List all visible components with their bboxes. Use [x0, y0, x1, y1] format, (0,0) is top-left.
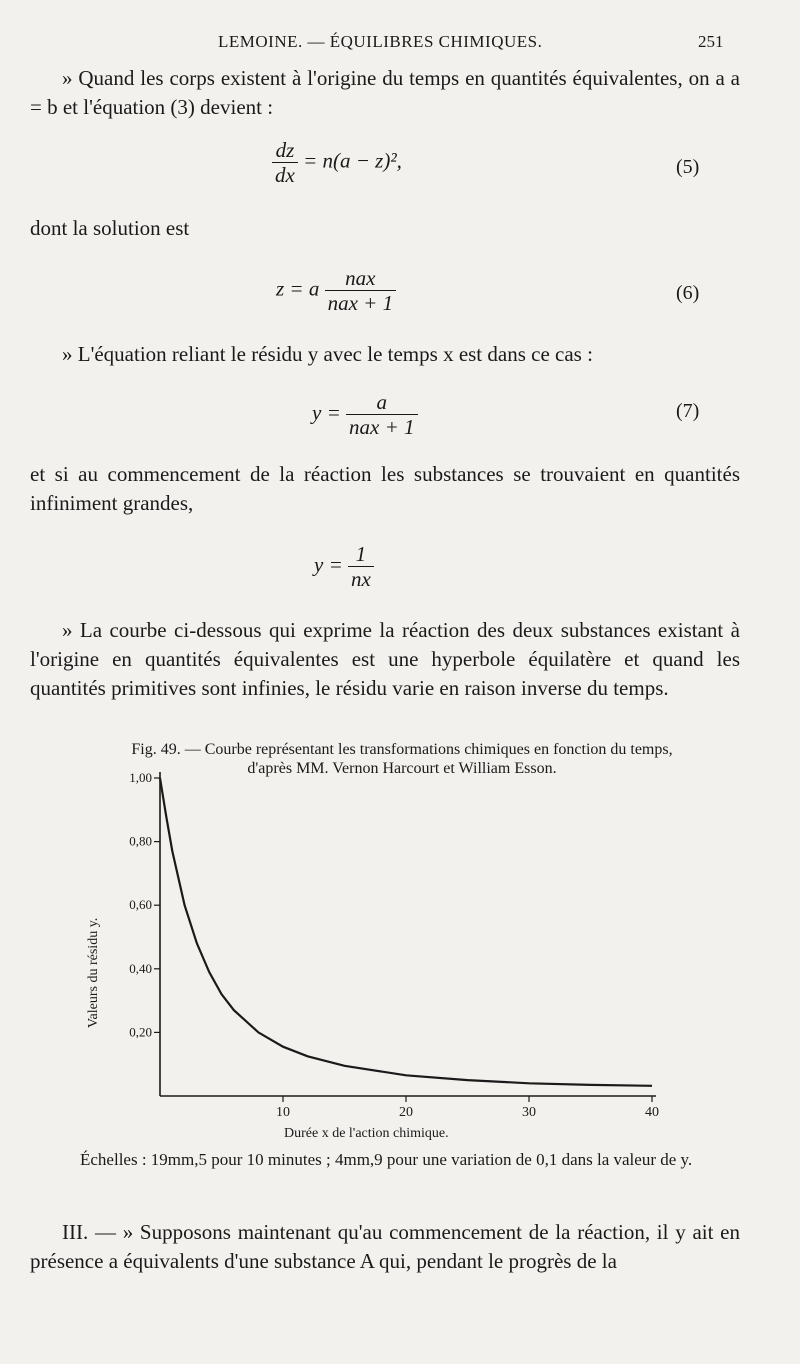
chart-x-tick-label: 10: [276, 1105, 290, 1120]
chart-x-axis-label: Durée x de l'action chimique.: [284, 1126, 449, 1141]
eq6-numerator: nax: [325, 266, 397, 291]
eq5-denominator: dx: [275, 163, 295, 187]
equation-5-number: (5): [676, 156, 700, 178]
chart-y-tick-label: 1,00: [129, 770, 152, 785]
equation-6-number: (6): [676, 282, 700, 304]
eq8-lhs: y =: [314, 552, 343, 577]
eq8-denominator: nx: [351, 567, 371, 591]
eq5-rhs: = n(a − z)²,: [303, 148, 402, 173]
chart-y-tick-label: 0,80: [129, 833, 152, 849]
eq8-numerator: 1: [348, 542, 374, 567]
chart-y-tick-label: 0,60: [129, 897, 152, 913]
paragraph-2-text: dont la solution est: [30, 216, 190, 240]
page-number: 251: [698, 32, 724, 51]
eq6-lhs: z = a: [276, 276, 320, 301]
running-head: LEMOINE. — ÉQUILIBRES CHIMIQUES.: [218, 32, 543, 51]
chart-x-ticks: [276, 1096, 659, 1120]
eq5-numerator: dz: [272, 138, 298, 163]
figure-caption-line-1: Fig. 49. — Courbe représentant les transformations chimiques en fonction du temps,: [131, 741, 673, 758]
chart-y-axis-label: Valeurs du résidu y.: [86, 917, 101, 1028]
equation-7-number: (7): [676, 400, 700, 422]
eq6-denominator: nax + 1: [327, 291, 394, 315]
paragraph-6: [30, 1218, 740, 1276]
paragraph-5-text: » La courbe ci-dessous qui exprime la réaction des deux substances existant à l'origine en quantités équivalentes est une hyperbole équilatère et quand les quantités primitives sont infinies, le résidu varie en raison inverse du temps.: [30, 618, 740, 700]
chart-x-tick-label: 30: [522, 1105, 536, 1120]
paragraph-4-text: et si au commencement de la réaction les substances se trouvaient en quantités infiniment grandes,: [30, 462, 740, 515]
eq7-lhs: y =: [312, 400, 341, 425]
chart-y-ticks: [129, 770, 160, 1039]
paragraph-1-text: » Quand les corps existent à l'origine du temps en quantités équivalentes, on a a = b et l'équation (3) devient :: [30, 66, 740, 119]
figure-scales: Échelles : 19mm,5 pour 10 minutes ; 4mm,9 pour une variation de 0,1 dans la valeur de y.: [80, 1150, 693, 1169]
paragraph-6-text: III. — » Supposons maintenant qu'au commencement de la réaction, il y ait en présence a équivalents d'une substance A qui, pendant le progrès de la: [30, 1220, 740, 1273]
chart-x-tick-label: 40: [645, 1105, 659, 1120]
chart-x-tick-label: 20: [399, 1105, 413, 1120]
paragraph-3-text: » L'équation reliant le résidu y avec le temps x est dans ce cas :: [62, 342, 593, 366]
eq7-denominator: nax + 1: [349, 415, 415, 439]
figure-caption-line-2: d'après MM. Vernon Harcourt et William Esson.: [247, 760, 557, 777]
chart-y-tick-label: 0,40: [129, 960, 152, 976]
eq7-numerator: a: [346, 390, 418, 415]
chart-axes: [160, 772, 656, 1096]
chart-y-tick-label: 0,20: [129, 1024, 152, 1040]
chart-series-curve: [160, 778, 652, 1086]
